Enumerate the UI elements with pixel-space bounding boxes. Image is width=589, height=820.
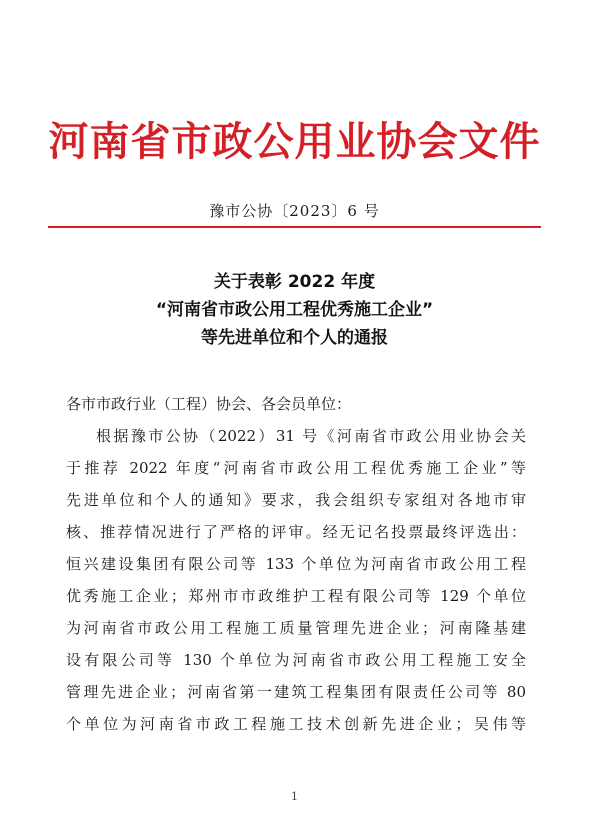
body-line: 管理先进企业；河南省第一建筑工程集团有限责任公司等 80: [66, 683, 526, 701]
document-number: 豫市公协〔2023〕6 号: [209, 202, 380, 220]
notice-body: [66, 388, 526, 740]
body-line: 优秀施工企业；郑州市市政维护工程有限公司等 129 个单位: [66, 587, 526, 605]
body-line: 先进单位和个人的通知》要求，我会组织专家组对各地市审: [66, 491, 526, 509]
body-line: 恒兴建设集团有限公司等 133 个单位为河南省市政公用工程: [66, 555, 526, 573]
notice-title-line: “河南省市政公用工程优秀施工企业”: [155, 300, 434, 320]
body-line: 设有限公司等 130 个单位为河南省市政公用工程施工安全: [66, 651, 526, 669]
notice-title-line: 关于表彰 2022 年度: [213, 272, 376, 292]
header-red-rule: [48, 226, 541, 228]
notice-title-line: 等先进单位和个人的通报: [201, 328, 388, 348]
body-line: 核、推荐情况进行了严格的评审。经无记名投票最终评选出：: [66, 523, 526, 541]
notice-title: [0, 268, 589, 352]
page-number: 1: [291, 790, 298, 803]
document-header-title: 河南省市政公用业协会文件: [48, 118, 541, 165]
body-line: 于推荐 2022 年度“河南省市政公用工程优秀施工企业”等: [66, 459, 526, 477]
body-line: 个单位为河南省市政工程施工技术创新先进企业；吴伟等: [66, 715, 526, 733]
body-line: 根据豫市公协（2022）31 号《河南省市政公用业协会关: [96, 427, 526, 445]
body-line: 为河南省市政公用工程施工质量管理先进企业；河南隆基建: [66, 619, 526, 637]
salutation: 各市市政行业（工程）协会、各会员单位：: [66, 395, 352, 413]
